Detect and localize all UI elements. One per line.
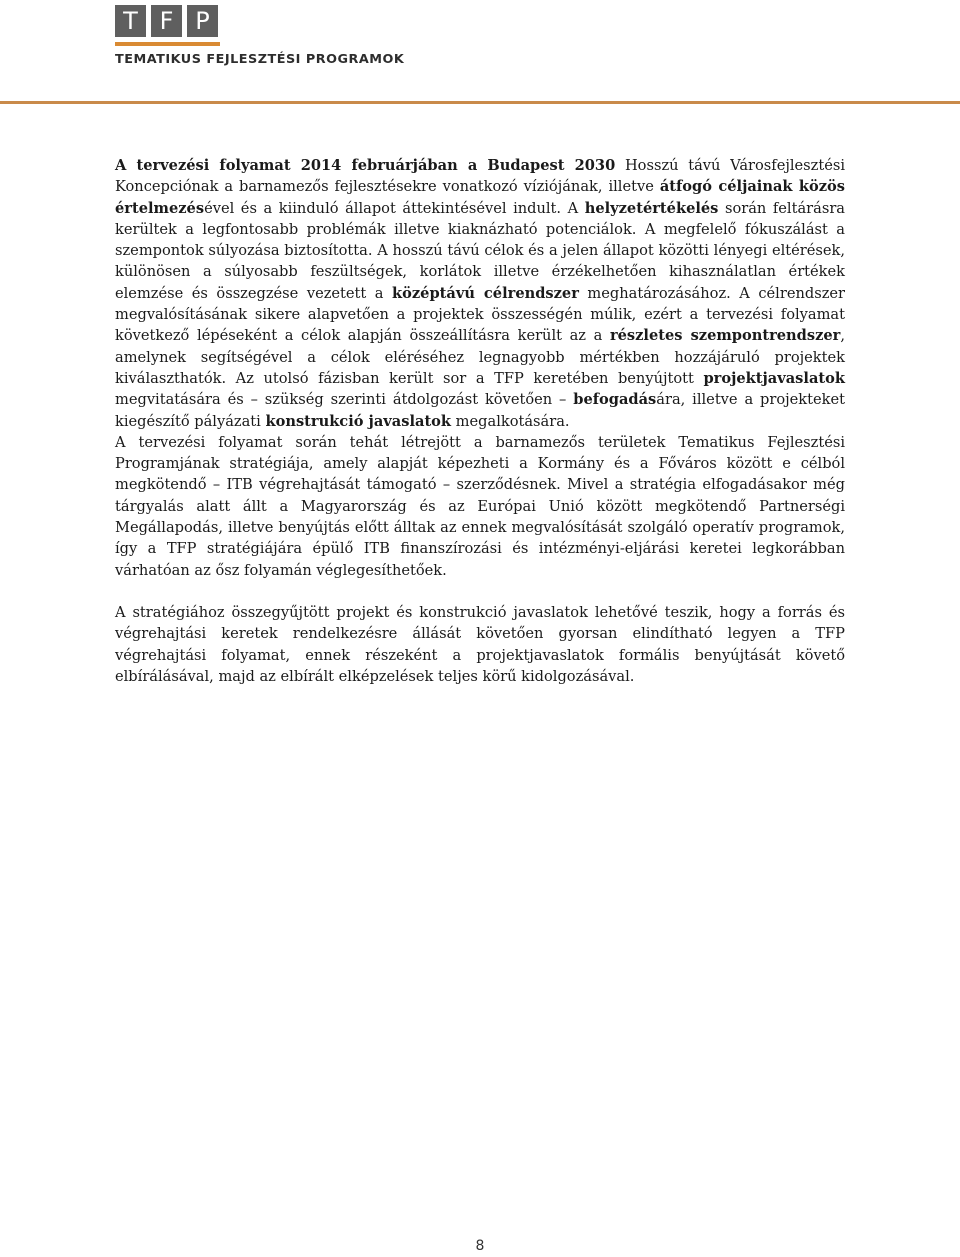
paragraph-planning-process — [115, 155, 845, 432]
text-run: ára, illetve a projekteket kiegészítő pályázati — [115, 391, 845, 430]
logo-accent-bar — [115, 42, 220, 46]
bold-text-run: átfogó céljainak közös értelmezés — [115, 178, 845, 217]
paragraph-strategy — [115, 432, 845, 581]
bold-text-run: projektjavaslatok — [703, 369, 845, 387]
bold-text-run: középtávú célrendszer — [392, 284, 579, 302]
bold-text-run: konstrukció javaslatok — [265, 412, 452, 430]
logo-letter-p: P — [187, 5, 218, 37]
text-run: A stratégiához összegyűjtött projekt és konstrukció javaslatok lehetővé teszik, hogy a forrás és végrehajtási keretek rendelkezésre állását követően gyorsan elindítható legyen a TFP végrehajtási folyamat, ennek részeként a projektjavaslatok formális benyújtását követő elbírálásával, majd az elbírált elképzelések teljes körű kidolgozásával. — [115, 603, 845, 685]
bold-text-run: helyzetértékelés — [584, 199, 719, 217]
logo-letter-f: F — [151, 5, 182, 37]
text-run: megvitatására és – szükség szerinti átdolgozást követően – — [115, 391, 574, 409]
bold-text-run: részletes szempontrendszer — [609, 327, 841, 345]
bold-text-run: A tervezési folyamat 2014 februárjában a Budapest 2030 — [115, 157, 616, 174]
page-number: 8 — [475, 1238, 485, 1254]
text-run: Hosszú távú Városfejlesztési Koncepciónak a barnamezős fejlesztésekre vonatkozó víziójának, illetve — [115, 157, 846, 196]
text-run: meghatározásához. A célrendszer megvalósításának sikere alapvetően a projektek összességén múlik, ezért a tervezési folyamat következő lépéseként a célok alapján összeállításra került az a — [115, 284, 845, 345]
text-run: , amelynek segítségével a célok eléréséhez legnagyobb mértékben hozzájáruló projektek kiválaszthatók. Az utolsó fázisban került sor a TFP keretében benyújtott — [115, 327, 845, 387]
header-divider — [0, 101, 960, 104]
paragraph-project-proposals — [115, 602, 845, 687]
text-run: során feltárásra kerültek a legfontosabb problémák illetve kiaknázható potenciálok. A megfelelő fókuszálást a szempontok súlyozása biztosította. A hosszú távú célok és a jelen állapot közötti lényegi eltérések, különösen a súlyosabb feszültségek, korlátok illetve érzékelhetően kihasználatlan értékek elemzése és összegzése vezetett a — [115, 199, 845, 302]
text-run: ével és a kiinduló állapot áttekintésével indult. A — [204, 199, 585, 217]
text-run: megalkotására. — [451, 412, 570, 430]
page-header — [0, 0, 960, 106]
text-run: A tervezési folyamat során tehát létrejött a barnamezős területek Tematikus Fejlesztési Programjának stratégiája, amely alapját képezheti a Kormány és a Főváros között e célból megkötendő – ITB végrehajtását támogató – szerződésnek. Mivel a stratégia elfogadásakor még tárgyalás alatt állt a Magyarország és az Európai Unió között megkötendő Partnerségi Megállapodás, illetve benyújtás előtt álltak az ennek megvalósítását szolgáló operatív programok, így a TFP stratégiájára épülő ITB finanszírozási és intézményi-eljárási keretei legkorábban várhatóan az ősz folyamán véglegesíthetőek. — [115, 433, 845, 579]
tfp-logo — [115, 5, 218, 37]
document-body — [115, 155, 845, 687]
logo-subtitle: TEMATIKUS FEJLESZTÉSI PROGRAMOK — [115, 52, 405, 67]
logo-letter-t: T — [115, 5, 146, 37]
bold-text-run: befogadás — [573, 391, 657, 409]
